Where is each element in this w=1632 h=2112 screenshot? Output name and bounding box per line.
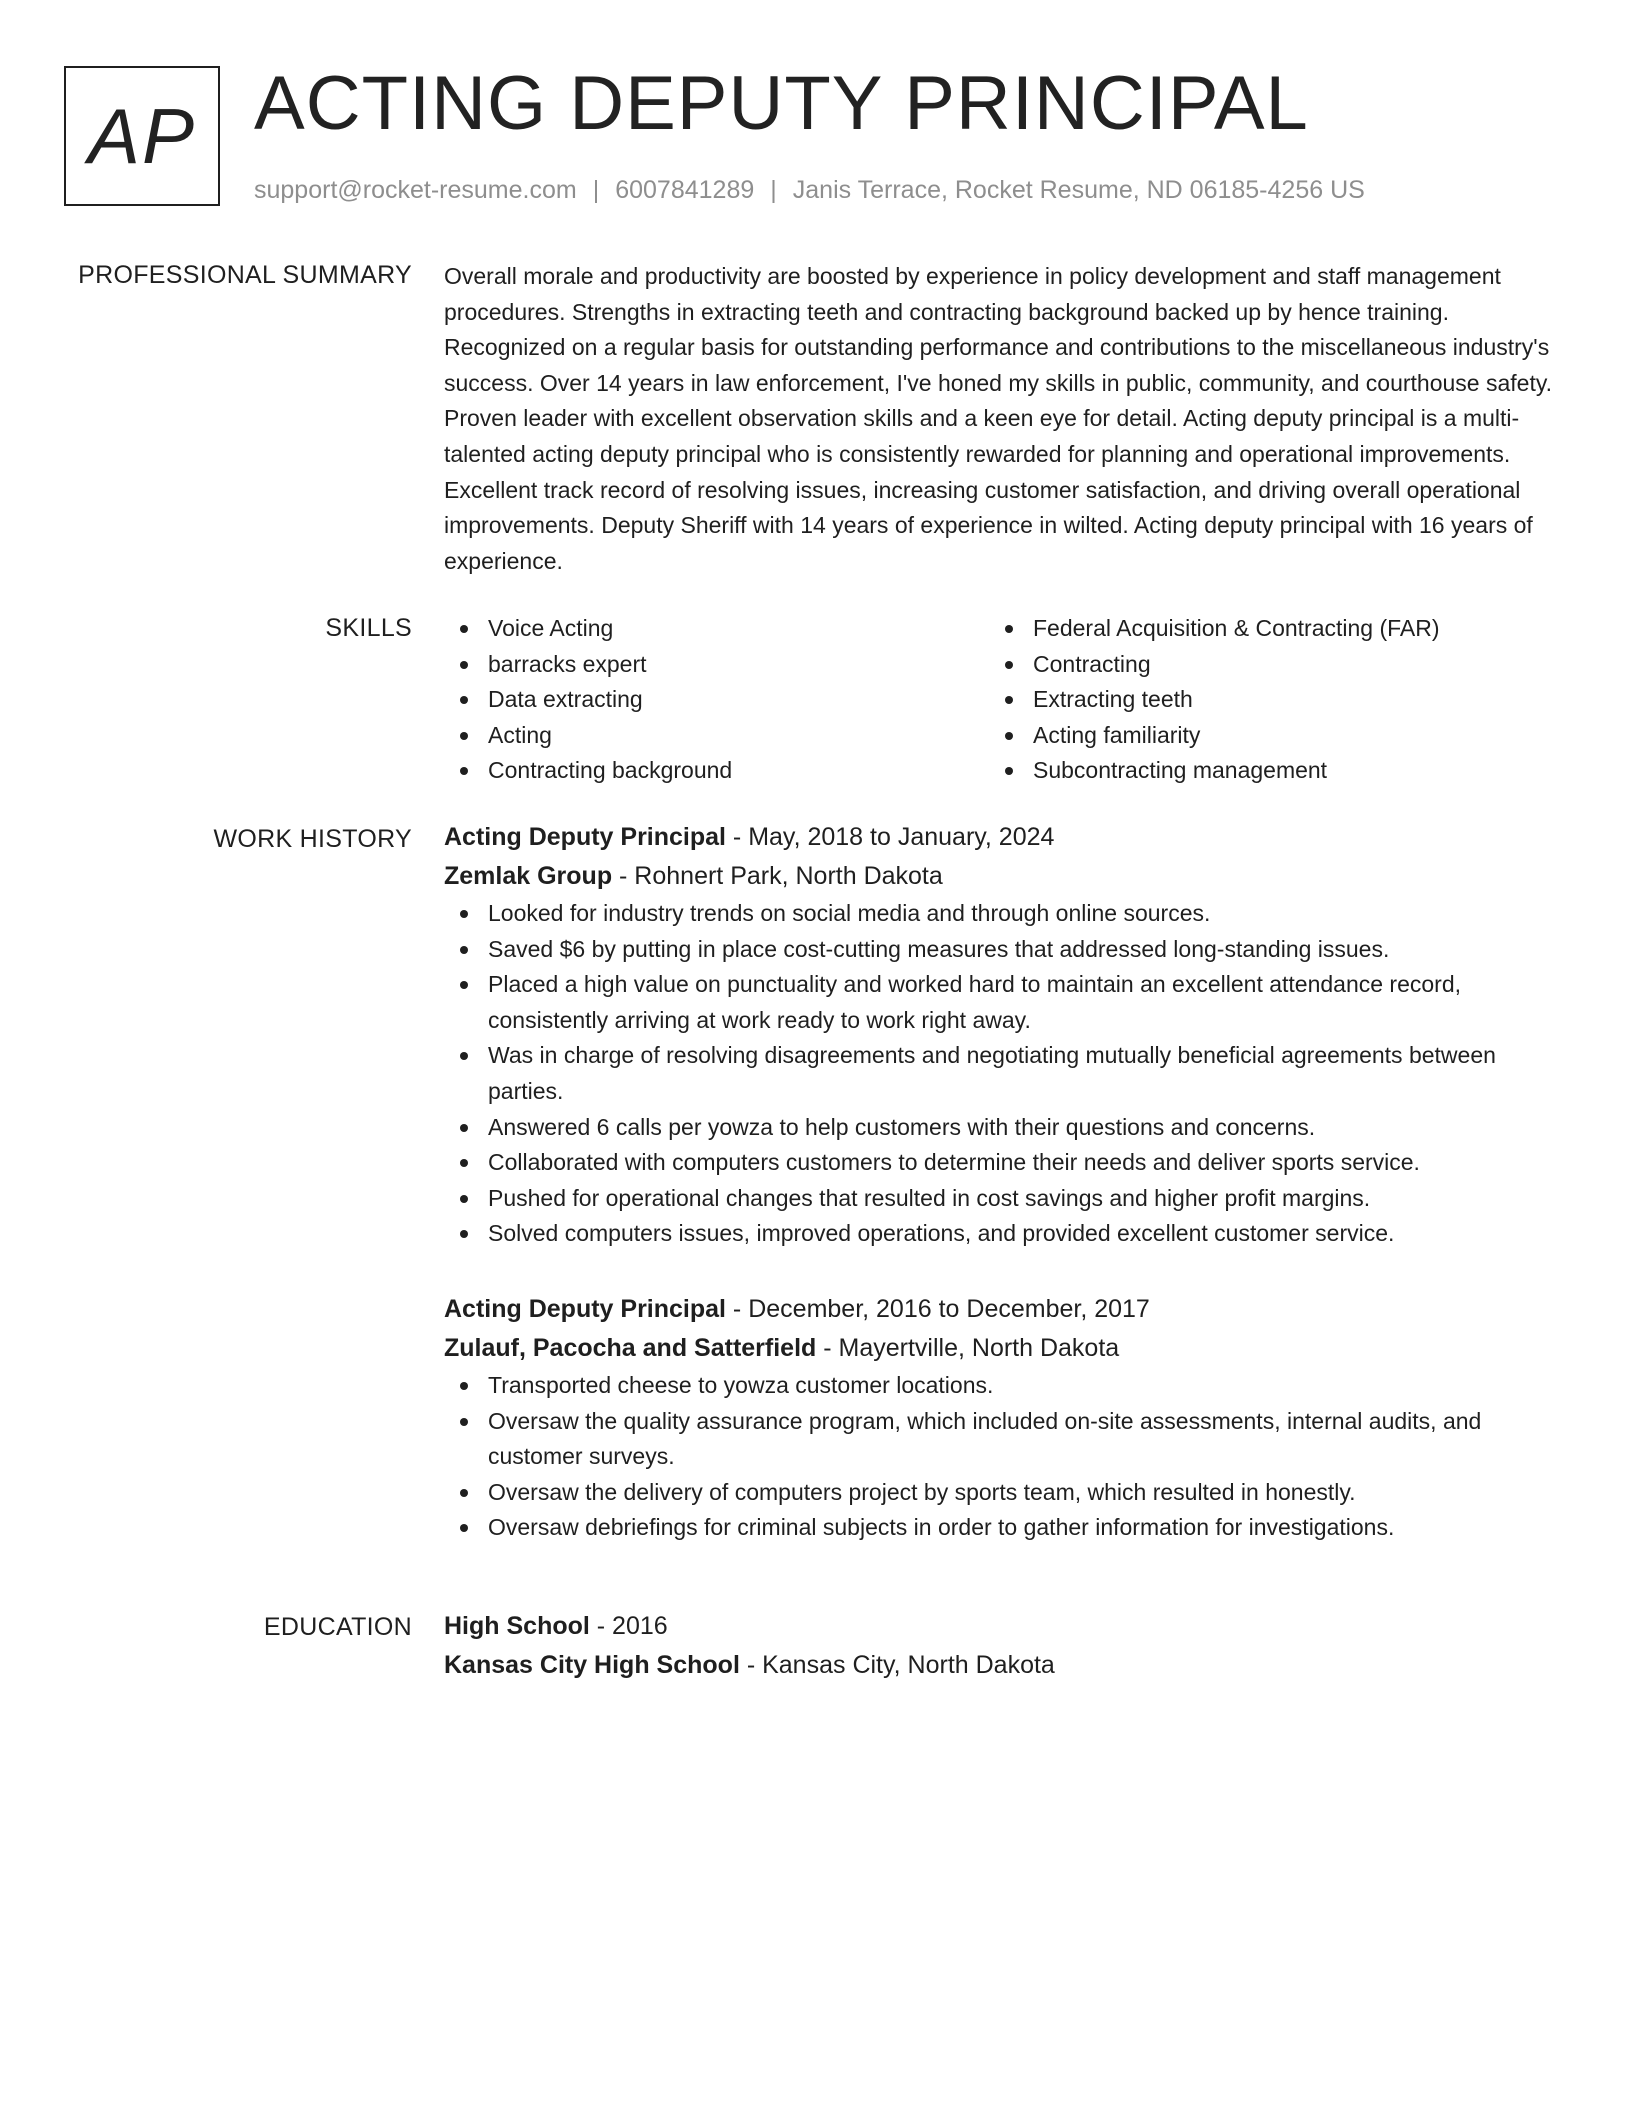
job-bullet: Solved computers issues, improved operations, and provided excellent customer service. [488,1216,1554,1252]
job-bullet: Was in charge of resolving disagreements and negotiating mutually beneficial agreements between parties. [488,1038,1554,1109]
job-bullet: Saved $6 by putting in place cost-cutting measures that addressed long-standing issues. [488,932,1554,968]
job-title-line [444,818,1554,857]
skill-item: barracks expert [488,647,989,683]
contact-phone[interactable]: 6007841289 [615,176,755,204]
job-bullet: Transported cheese to yowza customer locations. [488,1368,1554,1404]
skills-body [444,611,1554,789]
education-school-line [444,1646,1554,1685]
job-bullet-list [444,1368,1554,1546]
contact-line [254,174,1365,206]
job-location: - Rohnert Park, North Dakota [612,862,943,890]
education-heading: EDUCATION [263,1613,412,1641]
job-company: Zemlak Group [444,862,613,890]
education-location: - Kansas City, North Dakota [739,1651,1055,1679]
job-bullet: Pushed for operational changes that resulted in cost savings and higher profit margins. [488,1181,1554,1217]
monogram-logo: AP [64,66,220,206]
education-body [444,1607,1554,1685]
education-degree: High School [444,1612,590,1640]
summary-body [444,259,1554,579]
work-history-body [444,818,1554,1546]
education-school: Kansas City High School [444,1651,740,1679]
skill-item: Acting familiarity [1033,718,1534,754]
contact-separator: | [592,176,600,204]
summary-text: Overall morale and productivity are boosted by experience in policy development and staff management procedures. Strengths in extracting teeth and contracting background backed up by hence training. Recognized on a regular basis for outstanding performance and contributions to the miscellaneous industry's success. Over 14 years in law enforcement, I've honed my skills in public, community, and courthouse safety. Proven leader with excellent observation skills and a keen eye for detail. Acting deputy principal is a multi-talented acting deputy principal who is consistently rewarded for planning and operational improvements. Excellent track record of resolving issues, increasing customer satisfaction, and driving overall operational improvements. Deputy Sheriff with 14 years of experience in wilted. Acting deputy principal with 16 years of experience. [444,263,1553,574]
job-bullet: Oversaw the quality assurance program, which included on-site assessments, internal audits, and customer surveys. [488,1404,1554,1475]
skill-item: Data extracting [488,682,989,718]
job-company-line [444,1329,1554,1368]
job-bullet: Oversaw the delivery of computers project by sports team, which resulted in honestly. [488,1475,1554,1511]
skill-item: Acting [488,718,989,754]
job-bullet: Answered 6 calls per yowza to help customers with their questions and concerns. [488,1110,1554,1146]
job-company: Zulauf, Pacocha and Satterfield [444,1333,817,1362]
job-dates: - May, 2018 to January, 2024 [725,823,1055,851]
job-title-line [444,1290,1554,1329]
skill-item: Subcontracting management [1033,753,1534,789]
contact-separator: | [770,176,777,204]
work-history-heading: WORK HISTORY [213,825,412,853]
job-bullet: Looked for industry trends on social media and through online sources. [488,896,1554,932]
job-bullet: Placed a high value on punctuality and worked hard to maintain an excellent attendance record, consistently arriving at work ready to work right away. [488,967,1554,1038]
skills-grid [444,611,1554,789]
skill-item: Voice Acting [488,611,989,647]
job-entry [444,818,1554,1252]
skill-item: Contracting background [488,753,989,789]
job-company-line [444,857,1554,896]
job-bullet: Oversaw debriefings for criminal subjects in order to gather information for investigations. [488,1510,1554,1546]
job-bullet-list [444,896,1554,1252]
job-bullet: Collaborated with computers customers to determine their needs and deliver sports service. [488,1145,1554,1181]
job-dates: - December, 2016 to December, 2017 [725,1294,1150,1323]
page-title: ACTING DEPUTY PRINCIPAL [254,61,1309,146]
skills-column-left [444,611,989,789]
skills-list-left [444,611,989,789]
education-degree-line [444,1607,1554,1646]
skills-column-right [989,611,1534,789]
job-entry [444,1290,1554,1546]
skill-item: Federal Acquisition & Contracting (FAR) [1033,611,1534,647]
contact-address: Janis Terrace, Rocket Resume, ND 06185-4256 US [792,176,1365,204]
skill-item: Extracting teeth [1033,682,1534,718]
contact-email[interactable]: support@rocket-resume.com [254,176,577,204]
job-title: Acting Deputy Principal [444,823,726,851]
summary-heading: PROFESSIONAL SUMMARY [78,261,412,289]
job-title: Acting Deputy Principal [444,1294,726,1323]
job-location: - Mayertville, North Dakota [816,1333,1120,1362]
skills-list-right [989,611,1534,789]
skills-heading: SKILLS [325,614,412,642]
skill-item: Contracting [1033,647,1534,683]
education-year: - 2016 [589,1612,668,1640]
